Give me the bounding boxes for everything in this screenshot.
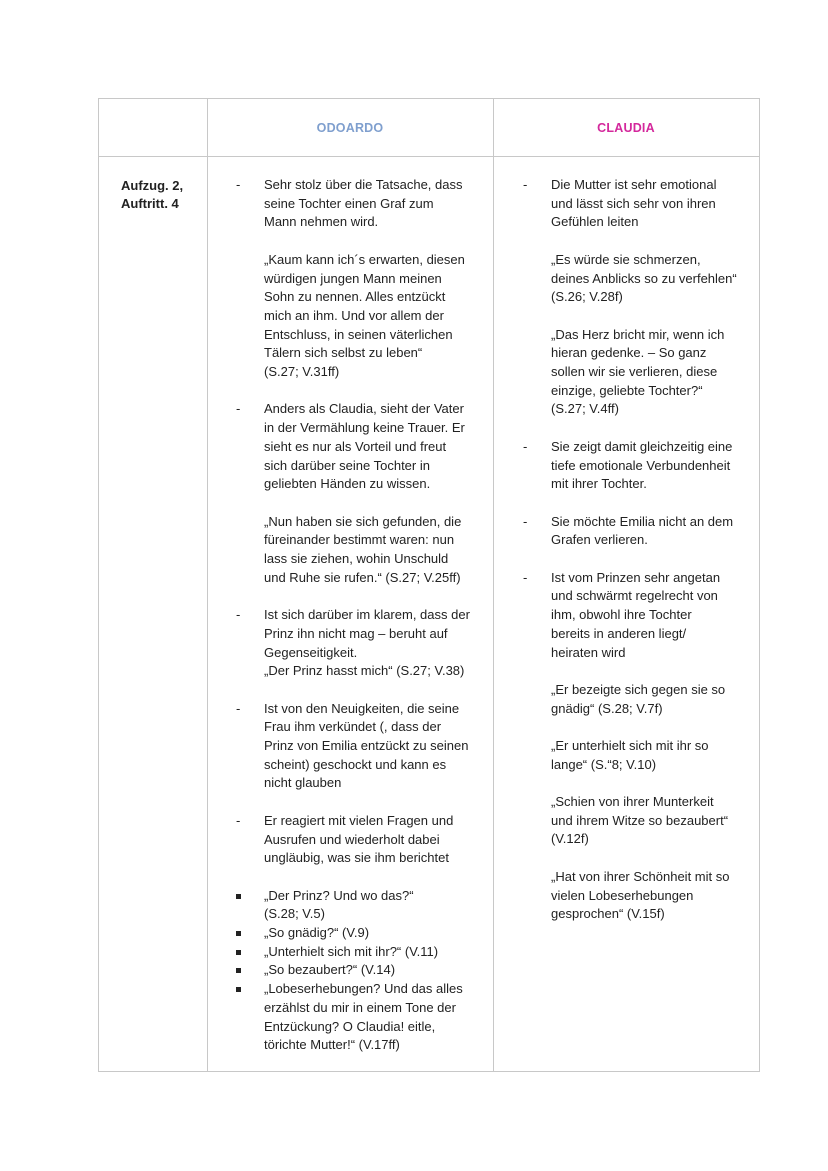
text-line: bereits in anderen liegt/: [551, 625, 687, 641]
text-line: „Er bezeigte sich gegen sie so: [551, 681, 726, 697]
text-line: seine Tochter einen Graf zum: [264, 195, 434, 211]
square-bullet-icon: [236, 894, 241, 899]
header-claudia: CLAUDIA: [597, 120, 655, 135]
bullet-item: [523, 438, 759, 494]
text-line: lass sie ziehen, wohin Unschuld: [264, 551, 449, 567]
text-line: Frau ihm verkündet (, dass der: [264, 719, 442, 735]
text-line: Sehr stolz über die Tatsache, dass: [264, 177, 463, 192]
text-line: „So bezaubert?“ (V.14): [264, 962, 396, 978]
text-line: geliebten Händen zu wissen.: [264, 476, 431, 492]
text-line: scheint) geschockt und kann es: [264, 756, 447, 772]
text-line: ungläubig, was sie ihm berichtet: [264, 850, 449, 866]
quote-block: [236, 251, 496, 382]
text-line: und Ruhe sie rufen.“ (S.27; V.25ff): [264, 569, 461, 585]
text-line: Ist sich darüber im klarem, dass der: [264, 607, 470, 623]
square-bullet-item: [236, 961, 496, 980]
text-line: Sie möchte Emilia nicht an dem: [551, 513, 734, 529]
text-line: „Der Prinz? Und wo das?“: [264, 887, 414, 903]
text-line: „Hat von ihrer Schönheit mit so: [551, 868, 730, 884]
text-line: „Unterhielt sich mit ihr?“ (V.11): [264, 943, 439, 959]
text-line: Ausrufen und wiederholt dabei: [264, 831, 440, 847]
text-line: Anders als Claudia, sieht der Vater: [264, 401, 464, 417]
text-line: „Schien von ihrer Munterkeit: [551, 794, 714, 810]
quote-block: [236, 513, 496, 588]
text-line: Gegenseitigkeit.: [264, 644, 358, 660]
text-line: sich darüber seine Tochter in: [264, 457, 430, 473]
square-bullet-item: [236, 980, 496, 1055]
text-line: Mann nehmen wird.: [264, 214, 379, 230]
text-line: erzählst du mir in einem Tone der: [264, 999, 456, 1015]
text-line: „So gnädig?“ (V.9): [264, 925, 370, 941]
text-line: Ist vom Prinzen sehr angetan: [551, 569, 721, 585]
text-line: füreinander bestimmt waren: nun: [264, 532, 455, 548]
text-line: sollen wir sie verlieren, diese: [551, 364, 718, 379]
quote-block: [523, 681, 759, 718]
dash-marker: -: [523, 513, 528, 529]
text-line: Die Mutter ist sehr emotional: [551, 177, 717, 192]
character-comparison-table: [98, 98, 760, 1072]
text-line: vielen Lobeserhebungen: [551, 887, 694, 903]
text-line: einzige, geliebte Tochter?“: [551, 382, 703, 398]
dash-marker: -: [523, 569, 528, 585]
dash-marker: -: [236, 700, 241, 716]
text-line: „Nun haben sie sich gefunden, die: [264, 513, 462, 529]
square-bullet-icon: [236, 931, 241, 936]
text-line: Prinz von Emilia entzückt zu seinen: [264, 738, 469, 754]
text-line: (V.12f): [551, 831, 589, 847]
quote-block: [523, 737, 759, 774]
square-bullet-item: [236, 943, 496, 962]
text-line: Grafen verlieren.: [551, 532, 648, 548]
header-divider: [99, 156, 759, 157]
quote-block: [523, 868, 759, 924]
square-bullet-icon: [236, 968, 241, 973]
dash-marker: -: [236, 401, 241, 417]
text-line: „Er unterhielt sich mit ihr so: [551, 737, 709, 753]
text-line: und ihrem Witze so bezaubert“: [551, 812, 729, 828]
text-line: würdigen jungen Mann meinen: [264, 270, 442, 286]
text-line: „Das Herz bricht mir, wenn ich: [551, 326, 725, 342]
text-line: mit ihrer Tochter.: [551, 476, 647, 492]
text-line: lange“ (S.“8; V.10): [551, 756, 657, 772]
row-label: [121, 177, 183, 213]
text-line: Er reagiert mit vielen Fragen und: [264, 812, 454, 828]
text-line: ihm, obwohl ihre Tochter: [551, 607, 692, 623]
row-label-line: Auftritt. 4: [121, 196, 179, 211]
text-line: heiraten wird: [551, 644, 626, 660]
odoardo-column: [236, 176, 496, 1055]
text-line: Tälern sich selbst zu leben“: [264, 345, 423, 361]
text-line: (S.27; V.4ff): [551, 401, 619, 417]
text-line: Prinz ihn nicht mag – beruht auf: [264, 625, 448, 641]
text-line: nicht glauben: [264, 775, 342, 791]
text-line: Entschluss, in seinen väterlichen: [264, 326, 453, 342]
square-bullet-item: [236, 924, 496, 943]
text-line: (S.27; V.31ff): [264, 364, 340, 380]
text-line: „Der Prinz hasst mich“ (S.27; V.38): [264, 663, 465, 679]
text-line: hieran gedenke. – So ganz: [551, 345, 707, 361]
text-line: Ist von den Neuigkeiten, die seine: [264, 700, 460, 716]
text-line: Gefühlen leiten: [551, 214, 639, 230]
text-line: törichte Mutter!“ (V.17ff): [264, 1037, 400, 1053]
bullet-item: [236, 400, 496, 494]
column-divider: [207, 99, 208, 1071]
claudia-column: [523, 176, 759, 924]
header-odoardo: ODOARDO: [316, 120, 384, 135]
text-line: Sie zeigt damit gleichzeitig eine: [551, 438, 733, 454]
text-line: sieht es nur als Vorteil und freut: [264, 438, 447, 454]
text-line: „Es würde sie schmerzen,: [551, 251, 701, 267]
square-bullet-icon: [236, 950, 241, 955]
quote-block: [523, 793, 759, 849]
text-line: Entzückung? O Claudia! eitle,: [264, 1018, 436, 1034]
row-label-line: Aufzug. 2,: [121, 178, 184, 193]
square-bullet-icon: [236, 987, 241, 992]
quote-block: [523, 326, 759, 420]
bullet-item: [236, 606, 496, 681]
text-line: (S.26; V.28f): [551, 289, 623, 305]
dash-marker: -: [236, 607, 241, 623]
text-line: mich an ihm. Und vor allem der: [264, 307, 444, 323]
text-line: deines Anblicks so zu verfehlen“: [551, 270, 737, 286]
bullet-item: [236, 812, 496, 868]
square-bullet-item: [236, 887, 496, 924]
dash-marker: -: [523, 177, 528, 192]
text-line: (S.28; V.5): [264, 906, 325, 922]
text-line: tiefe emotionale Verbundenheit: [551, 457, 731, 473]
text-line: Sohn zu nennen. Alles entzückt: [264, 289, 446, 305]
bullet-item: [523, 513, 759, 550]
quote-block: [523, 251, 759, 307]
bullet-item: [523, 569, 759, 663]
text-line: und schwärmt regelrecht von: [551, 588, 718, 604]
text-line: „Lobeserhebungen? Und das alles: [264, 981, 463, 997]
text-line: „Kaum kann ich´s erwarten, diesen: [264, 251, 465, 267]
dash-marker: -: [236, 812, 241, 828]
bullet-item: [523, 176, 759, 232]
dash-marker: -: [523, 438, 528, 454]
text-line: gnädig“ (S.28; V.7f): [551, 700, 663, 716]
text-line: und lässt sich sehr von ihren: [551, 195, 716, 211]
text-line: in der Vermählung keine Trauer. Er: [264, 420, 465, 436]
text-line: gesprochen“ (V.15f): [551, 906, 665, 922]
bullet-item: [236, 700, 496, 794]
dash-marker: -: [236, 177, 241, 192]
bullet-item: [236, 176, 496, 232]
